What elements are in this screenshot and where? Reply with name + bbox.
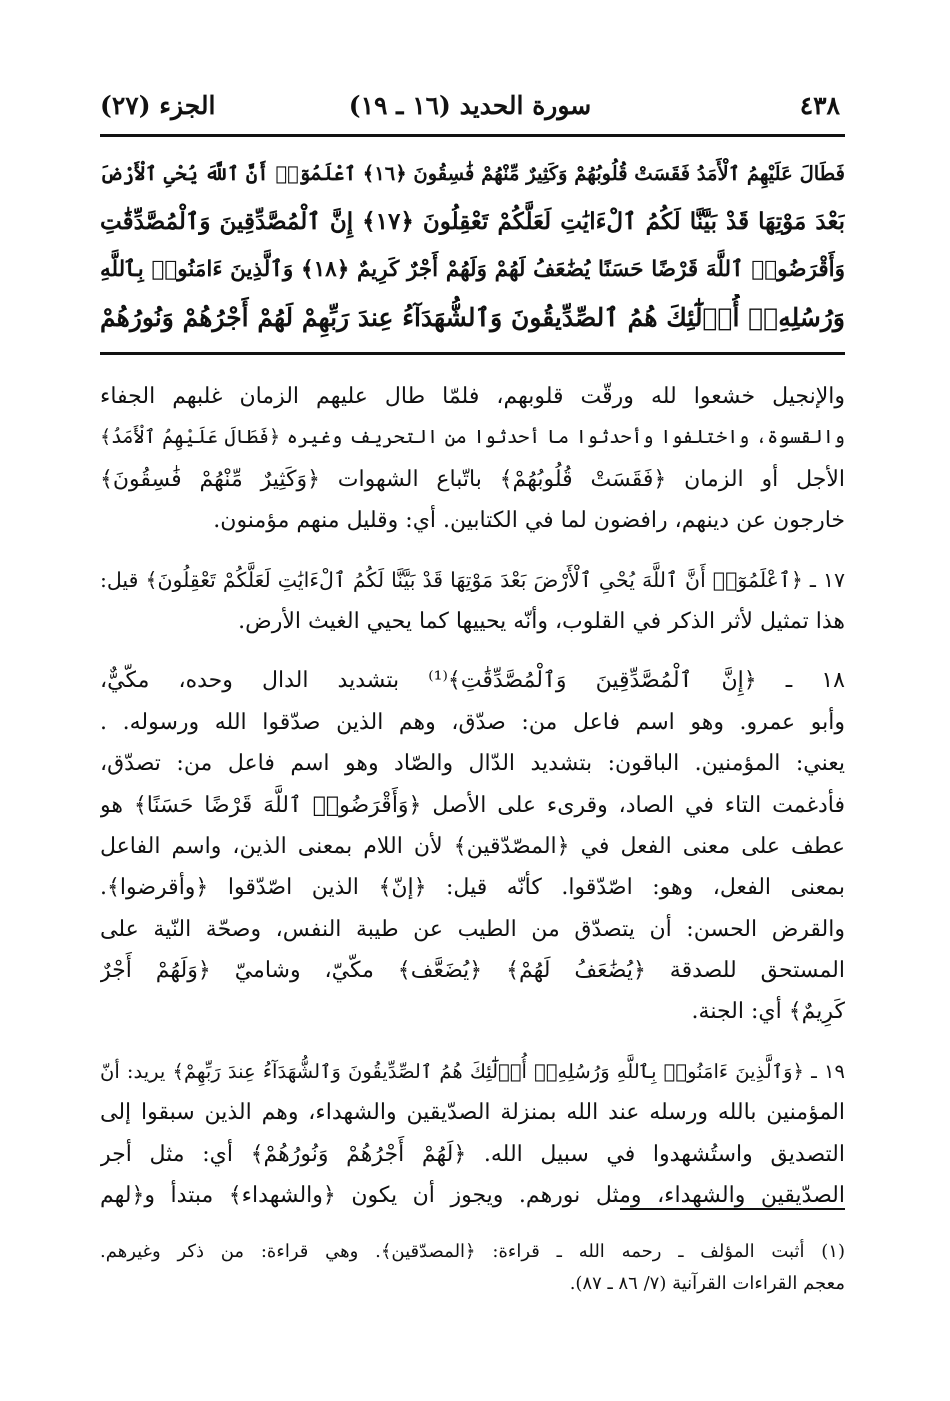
text-line: ١٧ ـ ﴿ٱعْلَمُوٓا۟ أَنَّ ٱللَّهَ يُحْىِ ٱلْأَرْضَ بَعْدَ مَوْتِهَا قَدْ بَيَّنَّا لَكُمُ ٱلْءَايَٰتِ لَعَلَّكُمْ تَعْقِلُونَ﴾ قيل: [100, 567, 845, 592]
commentary-paragraph [100, 376, 845, 542]
quran-divider [100, 352, 845, 355]
page-number: ٤٣٨ [799, 91, 840, 120]
page-header [100, 88, 840, 128]
quran-line: بَعْدَ مَوْتِهَا قَدْ بَيَّنَّا لَكُمُ ٱلْءَايَٰتِ لَعَلَّكُمْ تَعْقِلُونَ ﴿١٧﴾ إِنَّ ٱلْمُصَّدِّقِينَ وَٱلْمُصَّدِّقَٰتِ [100, 208, 845, 235]
quran-line: وَرُسُلِهِۦٓ أُو۟لَٰٓئِكَ هُمُ ٱلصِّدِّيقُونَ وَٱلشُّهَدَآءُ عِندَ رَبِّهِمْ لَهُمْ أَجْرُهُمْ وَنُورُهُمْ [100, 303, 845, 332]
text-line: يعني: المؤمنين. الباقون: بتشديد الدّال والصّاد وهو اسم فاعل من: تصدّق، [100, 751, 845, 777]
footnote-divider [620, 1208, 845, 1210]
commentary-paragraph-verse-19 [100, 1051, 845, 1217]
text-line: عطف على معنى الفعل في ﴿المصّدّقين﴾ لأن اللام بمعنى الذين، واسم الفاعل [100, 833, 845, 859]
text-line: والإنجيل خشعوا لله ورقّت قلوبهم، فلمّا طال عليهم الزمان غلبهم الجفاء [100, 384, 845, 409]
juz-label: الجزء (٢٧) [100, 91, 216, 120]
footnote [100, 1236, 845, 1300]
surah-title: سورة الحديد (١٦ ـ ١٩) [348, 91, 592, 120]
commentary-paragraph-verse-17 [100, 560, 845, 643]
quran-line: وَأَقْرَضُوا۟ ٱللَّهَ قَرْضًا حَسَنًا يُضَٰعَفُ لَهُمْ وَلَهُمْ أَجْرٌ كَرِيمٌ ﴿١٨﴾ وَٱلَّذِينَ ءَامَنُوا۟ بِٱللَّهِ [100, 257, 845, 282]
text-line: خارجون عن دينهم، رافضون لما في الكتابين. أي: وقليل منهم مؤمنون. [213, 508, 845, 534]
text-line: الأجل أو الزمان ﴿فَقَسَتْ قُلُوبُهُمْ﴾ باتّباع الشهوات ﴿وَكَثِيرٌ مِّنْهُمْ فَٰسِقُونَ﴾ [100, 466, 845, 492]
header-divider [100, 134, 845, 137]
text-line: ١٩ ـ ﴿وَٱلَّذِينَ ءَامَنُوا۟ بِٱللَّهِ وَرُسُلِهِۦٓ أُو۟لَٰٓئِكَ هُمُ ٱلصِّدِّيقُونَ وَٱلشُّهَدَآءُ عِندَ رَبِّهِمْ﴾ يريد: أنّ [100, 1059, 845, 1083]
text-line: كَرِيمٌ﴾ أي: الجنة. [691, 999, 845, 1025]
quran-line: فَطَالَ عَلَيْهِمُ ٱلْأَمَدُ فَقَسَتْ قُلُوبُهُمْ وَكَثِيرٌ مِّنْهُمْ فَٰسِقُونَ ﴿١٦﴾ ٱعْلَمُوٓا۟ أَنَّ ٱللَّهَ يُحْىِ ٱلْأَرْضَ [100, 162, 845, 185]
text-line: وأبو عمرو. وهو اسم فاعل من: صدّق، وهم الذين صدّقوا الله ورسوله. . [100, 709, 845, 735]
text-line: والقسوة، واختلفوا وأحدثوا ما أحدثوا من التحريف وغيره ﴿فَطَالَ عَلَيْهِمُ ٱلْأَمَدُ﴾ [100, 426, 845, 449]
footnote-line: معجم القراءات القرآنية (٧/ ٨٦ ـ ٨٧). [569, 1273, 845, 1294]
text-line: ١٨ ـ ﴿إِنَّ ٱلْمُصَّدِّقِينَ وَٱلْمُصَّدِّقَٰتِ﴾⁽¹⁾ بتشديد الدال وحده، مكّيٌّ، [100, 668, 845, 694]
text-line: المستحق للصدقة ﴿يُضَٰعَفُ لَهُمْ﴾ ﴿يُضَعَّف﴾ مكّيّ، وشاميّ ﴿وَلَهُمْ أَجْرٌ [100, 958, 845, 984]
text-line: الصدّيقين والشهداء، ومثل نورهم. ويجوز أن يكون ﴿والشهداء﴾ مبتدأ و﴿لهم [100, 1183, 845, 1209]
footnote-line: (١) أثبت المؤلف ـ رحمه الله ـ قراءة: ﴿المصدّقين﴾. وهي قراءة: من ذكر وغيرهم. [100, 1241, 845, 1262]
commentary-body [100, 376, 845, 1234]
text-line: المؤمنين بالله ورسله عند الله بمنزلة الصدّيقين والشهداء، وهم الذين سبقوا إلى [100, 1100, 845, 1126]
quran-text-block [100, 150, 845, 342]
text-line: فأدغمت التاء في الصاد، وقرىء على الأصل ﴿وَأَقْرَضُوا۟ ٱللَّهَ قَرْضًا حَسَنًا﴾ هو [100, 792, 845, 818]
text-line: والقرض الحسن: أن يتصدّق من الطيب عن طيبة النفس، وصحّة النّية على [100, 916, 845, 942]
text-line: بمعنى الفعل، وهو: اصّدّقوا. كأنّه قيل: ﴿إنّ﴾ الذين اصّدّقوا ﴿وأقرضوا﴾. [100, 875, 845, 901]
commentary-paragraph-verse-18 [100, 660, 845, 1033]
text-line: التصديق واستُشهدوا في سبيل الله. ﴿لَهُمْ أَجْرُهُمْ وَنُورُهُمْ﴾ أي: مثل أجر [100, 1141, 845, 1167]
text-line: هذا تمثيل لأثر الذكر في القلوب، وأنّه يحييها كما يحيي الغيث الأرض. [238, 608, 845, 634]
